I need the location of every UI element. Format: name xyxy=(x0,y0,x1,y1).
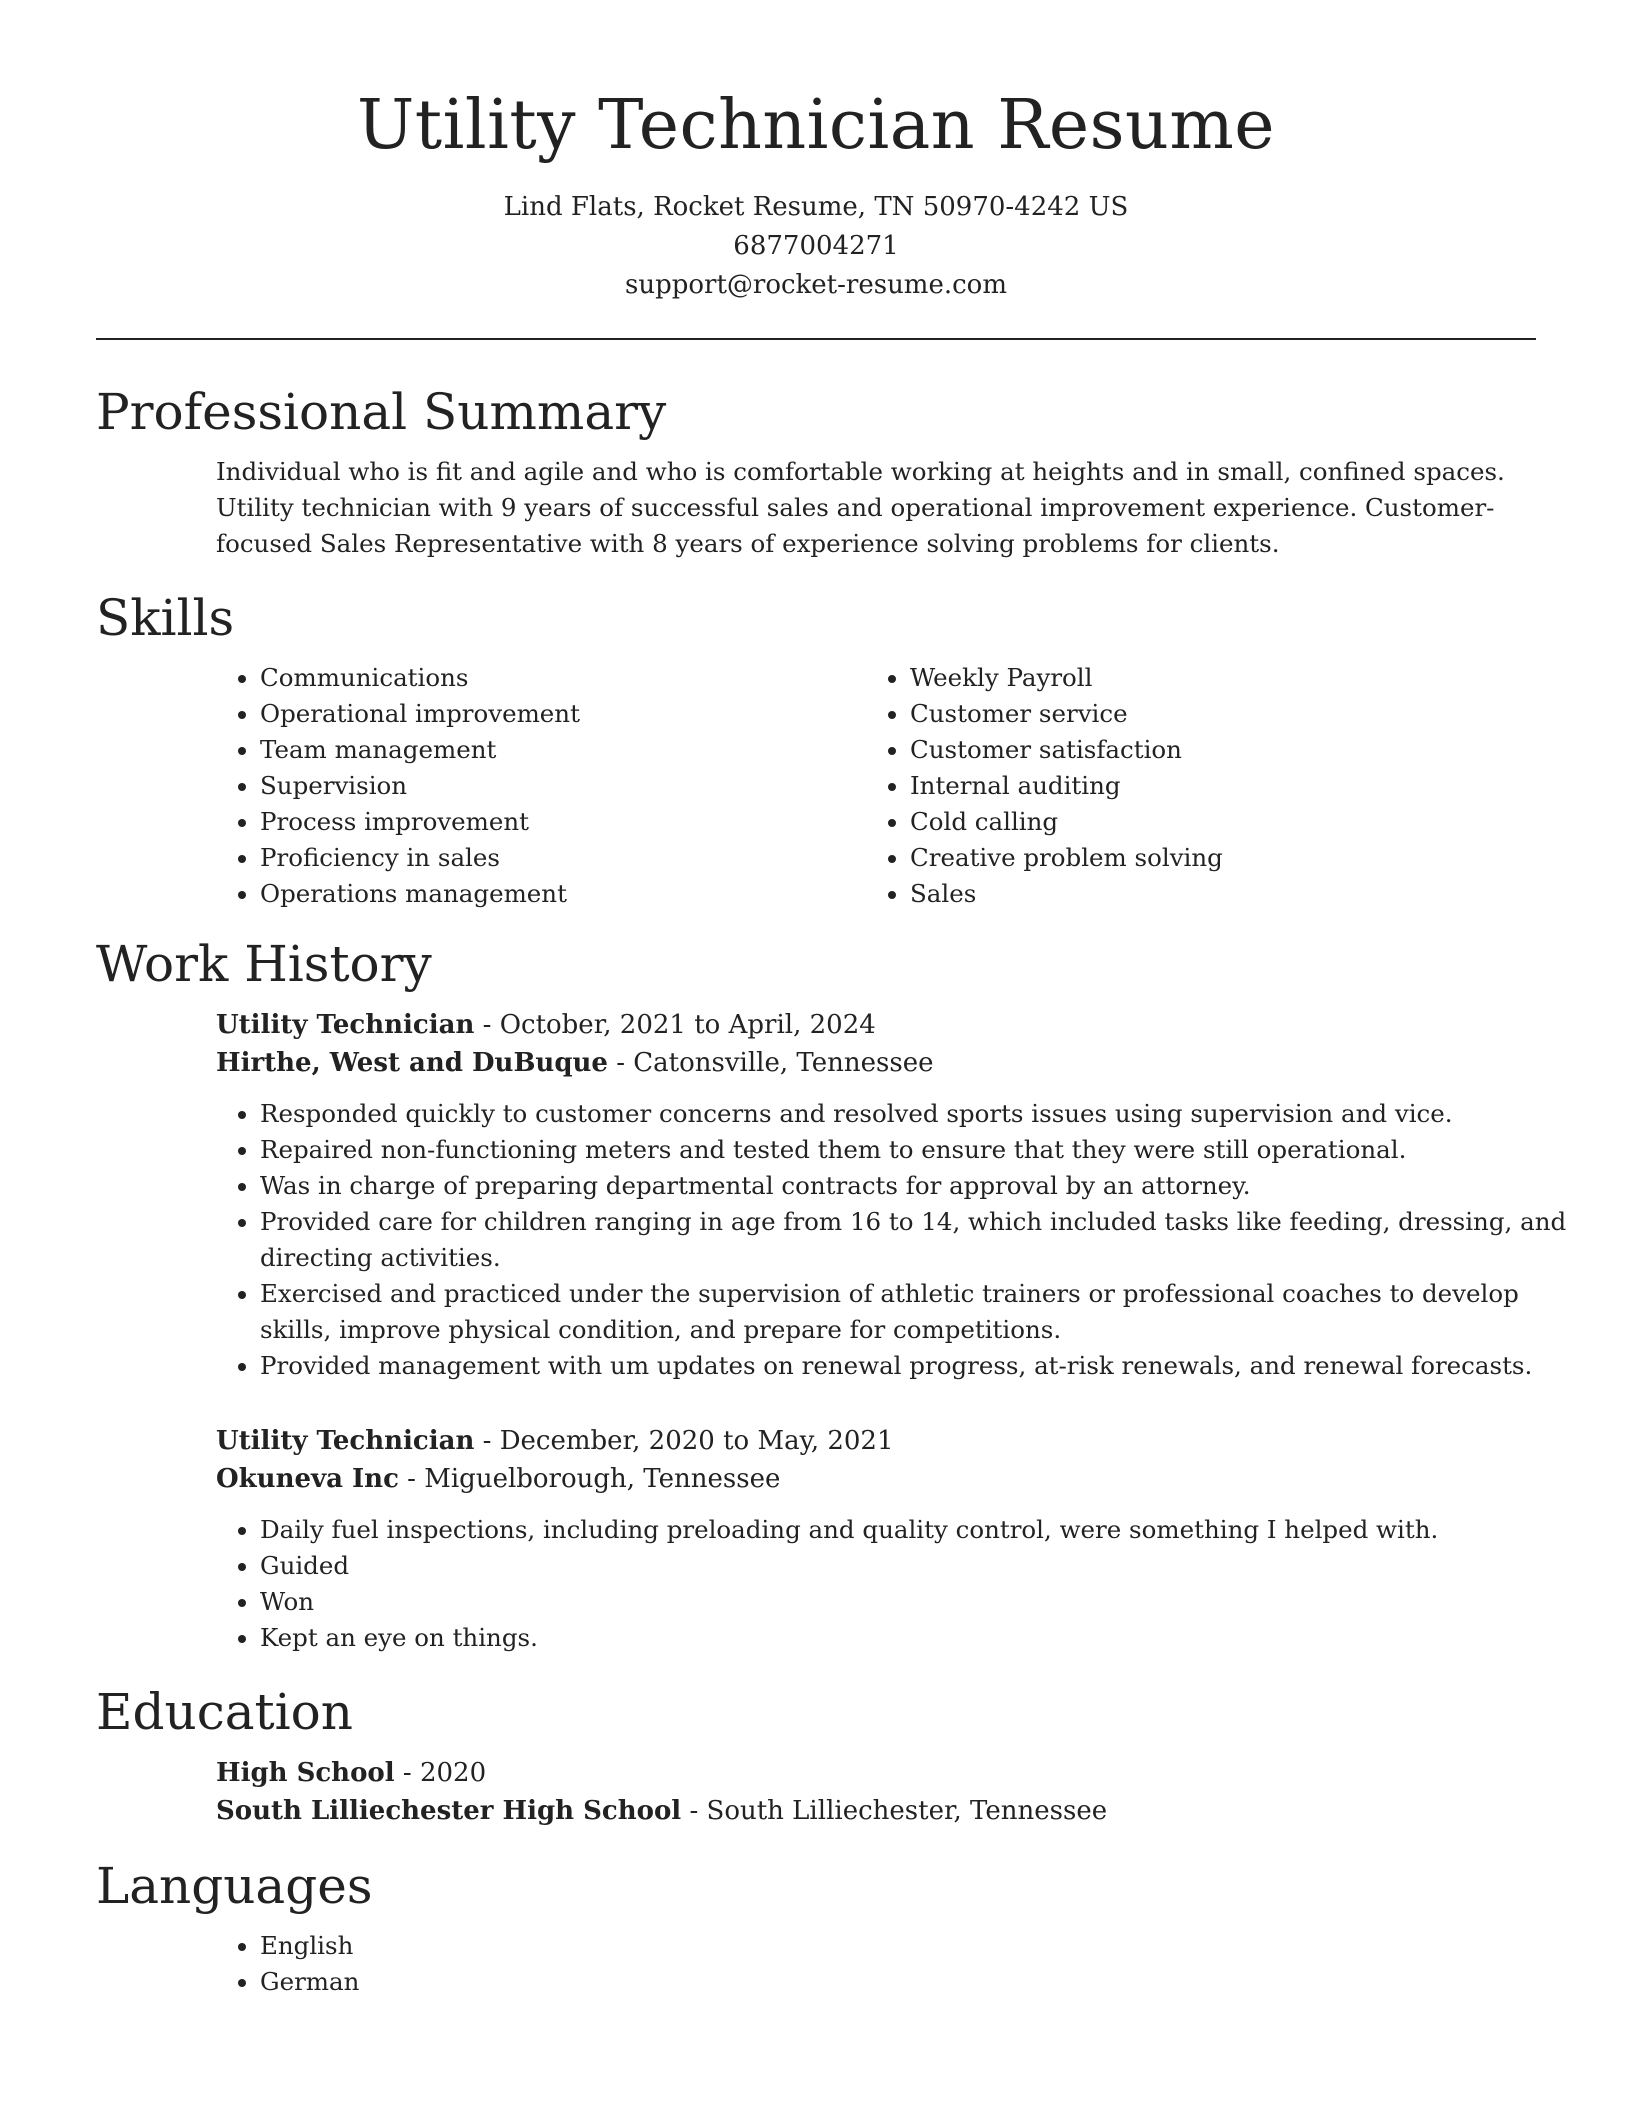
job-title-line xyxy=(216,1006,1536,1044)
job-company-line xyxy=(216,1044,1536,1082)
job-entry xyxy=(216,1006,1567,1384)
job-bullet: • Provided care for children ranging in age from 16 to 14, which included tasks like feeding, dressing, and directing activities. xyxy=(260,1204,1590,1276)
job-bullet: • Guided xyxy=(260,1548,1590,1584)
email: support@rocket-resume.com xyxy=(624,270,1007,300)
education-entry xyxy=(216,1754,1536,1830)
skill-item: • Cold calling xyxy=(910,804,1516,840)
skill-item: • Sales xyxy=(910,876,1516,912)
job-bullet: • Repaired non-functioning meters and tested them to ensure that they were still operational. xyxy=(260,1132,1590,1168)
summary-text: Individual who is fit and agile and who is comfortable working at heights and in small, confined spaces. Utility technician with 9 years of successful sales and operational improvement experience. Customer-focused Sales Representative with 8 years of experience solving problems for clients. xyxy=(216,457,1505,558)
skills-columns xyxy=(216,660,1536,912)
education-degree-line xyxy=(216,1754,1536,1792)
resume-header xyxy=(96,0,1536,305)
education-year: - 2020 xyxy=(394,1758,487,1788)
job-bullet: • Kept an eye on things. xyxy=(260,1620,1590,1656)
education-school-line xyxy=(216,1792,1536,1830)
skills-column-right xyxy=(866,660,1516,912)
job-dates: - October, 2021 to April, 2024 xyxy=(474,1010,876,1040)
skills-column-left xyxy=(216,660,866,912)
work-history-heading: Work History xyxy=(96,935,432,993)
job-position: Utility Technician xyxy=(216,1426,475,1456)
skills-list-right xyxy=(866,660,1516,912)
job-position: Utility Technician xyxy=(216,1010,475,1040)
skill-item: • Internal auditing xyxy=(910,768,1516,804)
job-location: - Catonsville, Tennessee xyxy=(607,1048,934,1078)
languages-section xyxy=(96,1856,1536,2000)
job-bullet: • Exercised and practiced under the supervision of athletic trainers or professional coaches to develop skills, improve physical condition, and prepare for competitions. xyxy=(260,1276,1590,1348)
summary-heading: Professional Summary xyxy=(96,383,667,441)
languages-heading: Languages xyxy=(96,1857,373,1915)
job-bullet: • Provided management with um updates on renewal progress, at-risk renewals, and renewal forecasts. xyxy=(260,1348,1590,1384)
education-heading: Education xyxy=(96,1683,353,1741)
job-location: - Miguelborough, Tennessee xyxy=(398,1464,781,1494)
resume-page xyxy=(96,0,1567,2000)
education-school: South Lilliechester High School xyxy=(216,1796,682,1826)
skill-item: • Customer satisfaction xyxy=(910,732,1516,768)
work-history-section xyxy=(96,934,1567,1656)
skill-item: • Operational improvement xyxy=(260,696,866,732)
skill-item: • Communications xyxy=(260,660,866,696)
language-item: • German xyxy=(260,1964,1536,2000)
skills-heading: Skills xyxy=(96,589,235,647)
job-dates: - December, 2020 to May, 2021 xyxy=(474,1426,894,1456)
skill-item: • Process improvement xyxy=(260,804,866,840)
header-divider xyxy=(96,338,1536,340)
job-bullets xyxy=(216,1512,1590,1656)
job-bullet: • Daily fuel inspections, including preloading and quality control, were something I helped with. xyxy=(260,1512,1590,1548)
skills-list-left xyxy=(216,660,866,912)
skills-section xyxy=(96,588,1536,912)
education-section xyxy=(96,1682,1536,1830)
skill-item: • Supervision xyxy=(260,768,866,804)
resume-title: Utility Technician Resume xyxy=(356,86,1276,165)
job-bullet: • Responded quickly to customer concerns and resolved sports issues using supervision and vice. xyxy=(260,1096,1590,1132)
skill-item: • Operations management xyxy=(260,876,866,912)
job-bullet: • Was in charge of preparing departmental contracts for approval by an attorney. xyxy=(260,1168,1590,1204)
job-company: Okuneva Inc xyxy=(216,1464,399,1494)
job-company-line xyxy=(216,1460,1536,1498)
skill-item: • Proficiency in sales xyxy=(260,840,866,876)
job-title-line xyxy=(216,1422,1536,1460)
education-location: - South Lilliechester, Tennessee xyxy=(681,1796,1108,1826)
education-degree: High School xyxy=(216,1758,395,1788)
skill-item: • Weekly Payroll xyxy=(910,660,1516,696)
language-item: • English xyxy=(260,1928,1536,1964)
skill-item: • Customer service xyxy=(910,696,1516,732)
address: Lind Flats, Rocket Resume, TN 50970-4242 US xyxy=(503,192,1129,222)
job-company: Hirthe, West and DuBuque xyxy=(216,1048,608,1078)
job-bullet: • Won xyxy=(260,1584,1590,1620)
contact-info xyxy=(96,188,1536,305)
skill-item: • Team management xyxy=(260,732,866,768)
skill-item: • Creative problem solving xyxy=(910,840,1516,876)
job-bullets xyxy=(216,1096,1590,1384)
job-entry xyxy=(216,1422,1536,1656)
languages-list xyxy=(216,1928,1536,2000)
phone: 6877004271 xyxy=(733,231,899,261)
summary-section xyxy=(96,382,1536,562)
